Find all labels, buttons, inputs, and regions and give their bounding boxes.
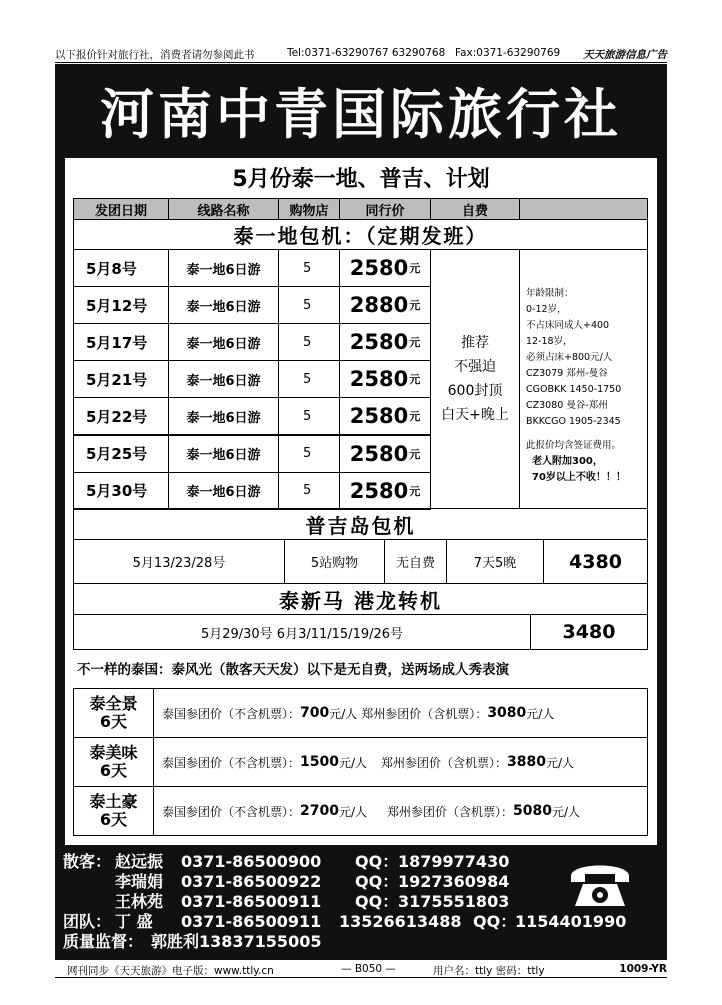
telephone-icon <box>565 854 635 914</box>
row-route: 泰一地6日游 <box>168 286 279 324</box>
ad-label: 天天旅游信息广告 <box>583 49 667 61</box>
price-value: 2700 <box>300 803 339 819</box>
age-flight-notes <box>519 249 648 509</box>
contact-role: 散客： <box>63 852 112 871</box>
note-line: CZ3079 郑州-曼谷 <box>526 368 608 379</box>
package-days: 6天 <box>99 810 128 829</box>
note-line: 必须占床+800元/人 <box>526 352 613 363</box>
section-title-tai: 泰一地包机：（定期发班） <box>73 219 648 250</box>
row-date: 5月21号 <box>73 360 169 398</box>
row-date: 5月8号 <box>73 249 169 287</box>
row-route: 泰一地6日游 <box>168 435 279 473</box>
row-route: 泰一地6日游 <box>168 323 279 361</box>
team-phone: 0371-86500911 <box>181 912 322 931</box>
note-line: CGOBKK 1450-1750 <box>526 384 622 395</box>
row-date: 5月25号 <box>73 435 169 473</box>
row-shops: 5 <box>278 360 340 398</box>
price-unit: 元/人 <box>546 755 575 770</box>
price-value: 5080 <box>513 803 553 819</box>
row-date: 5月22号 <box>73 397 169 435</box>
price-value: 2580 <box>349 404 409 429</box>
row-shops: 5 <box>278 435 340 473</box>
visa-note: 此报价均含签证费用。 <box>526 440 622 451</box>
ad-frame <box>55 64 667 960</box>
price-value: 1500 <box>300 754 339 770</box>
phuket-price: 4380 <box>543 539 648 584</box>
price-unit: 元 <box>409 410 421 424</box>
footer-login: 用户名：ttly 密码：ttly <box>433 965 545 977</box>
row-price <box>339 472 431 510</box>
price-unit: 元 <box>409 484 421 498</box>
price-value: 2580 <box>349 441 409 466</box>
phuket-dates: 5月13/23/28号 <box>73 539 285 584</box>
row-date: 5月17号 <box>73 323 169 361</box>
elder-note: 70岁以上不收！！！ <box>532 472 626 483</box>
row-route: 泰一地6日游 <box>168 360 279 398</box>
top-bar <box>55 44 667 63</box>
tsm-price: 3480 <box>562 621 616 643</box>
contact-name: 王林苑 <box>115 892 164 911</box>
phuket-shops: 5站购物 <box>284 539 385 584</box>
recommend-line: 600封顶 <box>447 383 503 399</box>
price-unit: 元/人 <box>338 755 368 770</box>
recommend-line: 白天+晚上 <box>441 407 509 423</box>
price-value: 2580 <box>349 330 409 355</box>
phuket-duration: 7天5晚 <box>446 539 544 584</box>
row-shops: 5 <box>278 249 340 287</box>
row-price <box>339 435 431 473</box>
fax-text: Fax:0371-63290769 <box>455 47 561 59</box>
contact-name: 李瑞娟 <box>115 872 164 891</box>
price-unit: 元 <box>409 447 421 461</box>
team-role: 团队： <box>63 912 112 931</box>
note-line: 不占床同成人+400 <box>526 320 610 331</box>
price-label: 郑州参团价（含机票）： <box>381 755 508 770</box>
page-title: 5月份泰一地、普吉、计划 <box>232 167 490 192</box>
header-shops: 购物店 <box>278 198 340 220</box>
row-shops: 5 <box>278 472 340 510</box>
price-label: 泰国参团价（不含机票）： <box>162 706 301 721</box>
price-label: 泰国参团价（不含机票）： <box>162 755 301 770</box>
package-title: 泰美味 <box>89 743 138 762</box>
package-name <box>73 737 154 787</box>
row-price <box>339 323 431 361</box>
package-days: 6天 <box>99 712 128 731</box>
footer-bar <box>55 961 667 978</box>
recommend-line: 推荐 <box>460 335 489 351</box>
package-prices <box>153 737 648 787</box>
row-price <box>339 397 431 435</box>
package-prices <box>153 786 648 836</box>
row-route: 泰一地6日游 <box>168 249 279 287</box>
price-value: 700 <box>300 705 330 721</box>
contact-phone: 0371-86500900 <box>181 852 322 871</box>
row-price <box>339 286 431 324</box>
footer-web: 网刊同步《天天旅游》电子版：www.ttly.cn <box>67 965 274 977</box>
agency-notice: 以下报价针对旅行社，消费者请勿参阅此书 <box>55 49 255 61</box>
price-label: 泰国参团价（不含机票）： <box>162 804 301 819</box>
row-shops: 5 <box>278 397 340 435</box>
team-name: 丁 盛 <box>115 912 153 931</box>
contact-phone: 0371-86500911 <box>181 892 322 911</box>
price-value: 2880 <box>349 293 409 318</box>
package-name <box>73 786 154 836</box>
team-mobile: 13526613488 <box>339 912 462 931</box>
elder-note: 老人附加300， <box>532 456 603 467</box>
row-route: 泰一地6日游 <box>168 472 279 510</box>
price-value: 2580 <box>349 478 409 503</box>
team-qq: 1154401990 <box>515 912 627 931</box>
note-line: CZ3080 曼谷-郑州 <box>526 400 608 411</box>
row-shops: 5 <box>278 286 340 324</box>
intro-text: 不一样的泰国：泰风光（散客天天发）以下是无自费，送两场成人秀表演 <box>77 662 509 678</box>
content-panel <box>65 158 657 845</box>
section-title-tsm: 泰新马 港龙转机 <box>73 583 648 615</box>
price-unit: 元 <box>409 336 421 350</box>
price-unit: 元/人 <box>526 706 555 721</box>
row-price <box>339 249 431 287</box>
contact-qq: 1879977430 <box>398 852 510 871</box>
tsm-dates: 5月29/30号 6月3/11/15/19/26号 <box>73 614 531 650</box>
quality-contact: 郭胜利13837155005 <box>151 932 322 951</box>
price-value: 3080 <box>487 705 527 721</box>
qq-label: QQ： <box>473 912 517 931</box>
row-route: 泰一地6日游 <box>168 397 279 435</box>
phuket-selfpay: 无自费 <box>384 539 447 584</box>
contact-qq: 3175551803 <box>398 892 510 911</box>
footer-issue: 1009-YR <box>619 963 667 975</box>
price-value: 2580 <box>349 256 409 280</box>
package-days: 6天 <box>99 761 128 780</box>
price-label: 郑州参团价（含机票）： <box>361 706 488 721</box>
header-price: 同行价 <box>339 198 431 220</box>
selfpay-recommend <box>430 249 520 509</box>
qq-label: QQ： <box>355 872 399 891</box>
price-unit: 元 <box>409 299 421 313</box>
quality-role: 质量监督： <box>63 932 144 951</box>
package-name <box>73 688 154 738</box>
contact-qq: 1927360984 <box>398 872 510 891</box>
price-unit: 元 <box>409 373 421 387</box>
brand-title: 河南中青国际旅行社 <box>100 82 622 146</box>
note-line: 年龄限制： <box>526 288 574 299</box>
header-notes <box>519 198 648 220</box>
price-unit: 元 <box>409 262 421 275</box>
tel-text: Tel:0371-63290767 63290768 <box>287 47 446 59</box>
contact-name: 赵远振 <box>115 852 164 871</box>
price-unit: 元/人 <box>552 804 581 819</box>
recommend-line: 不强迫 <box>453 359 496 375</box>
package-title: 泰全景 <box>89 694 138 713</box>
header-date: 发团日期 <box>73 198 169 220</box>
note-line: 12-18岁， <box>526 336 573 347</box>
contact-phone: 0371-86500922 <box>181 872 322 891</box>
price-value: 3880 <box>507 754 547 770</box>
note-line: BKKCGO 1905-2345 <box>526 416 621 427</box>
header-selfpay: 自费 <box>430 198 520 220</box>
section-title-phuket: 普吉岛包机 <box>73 508 648 540</box>
row-price <box>339 360 431 398</box>
note-line: 0-12岁， <box>526 304 567 315</box>
header-route: 线路名称 <box>168 198 279 220</box>
package-prices <box>153 688 648 738</box>
package-title: 泰土豪 <box>89 792 138 811</box>
qq-label: QQ： <box>355 852 399 871</box>
row-date: 5月30号 <box>73 472 169 510</box>
row-date: 5月12号 <box>73 286 169 324</box>
row-shops: 5 <box>278 323 340 361</box>
price-label: 郑州参团价（含机票）： <box>387 804 514 819</box>
price-unit: 元/人 <box>329 706 358 721</box>
price-unit: 元/人 <box>338 804 368 819</box>
price-value: 2580 <box>349 367 409 392</box>
qq-label: QQ： <box>355 892 399 911</box>
footer-page: — B050 — <box>341 963 396 975</box>
